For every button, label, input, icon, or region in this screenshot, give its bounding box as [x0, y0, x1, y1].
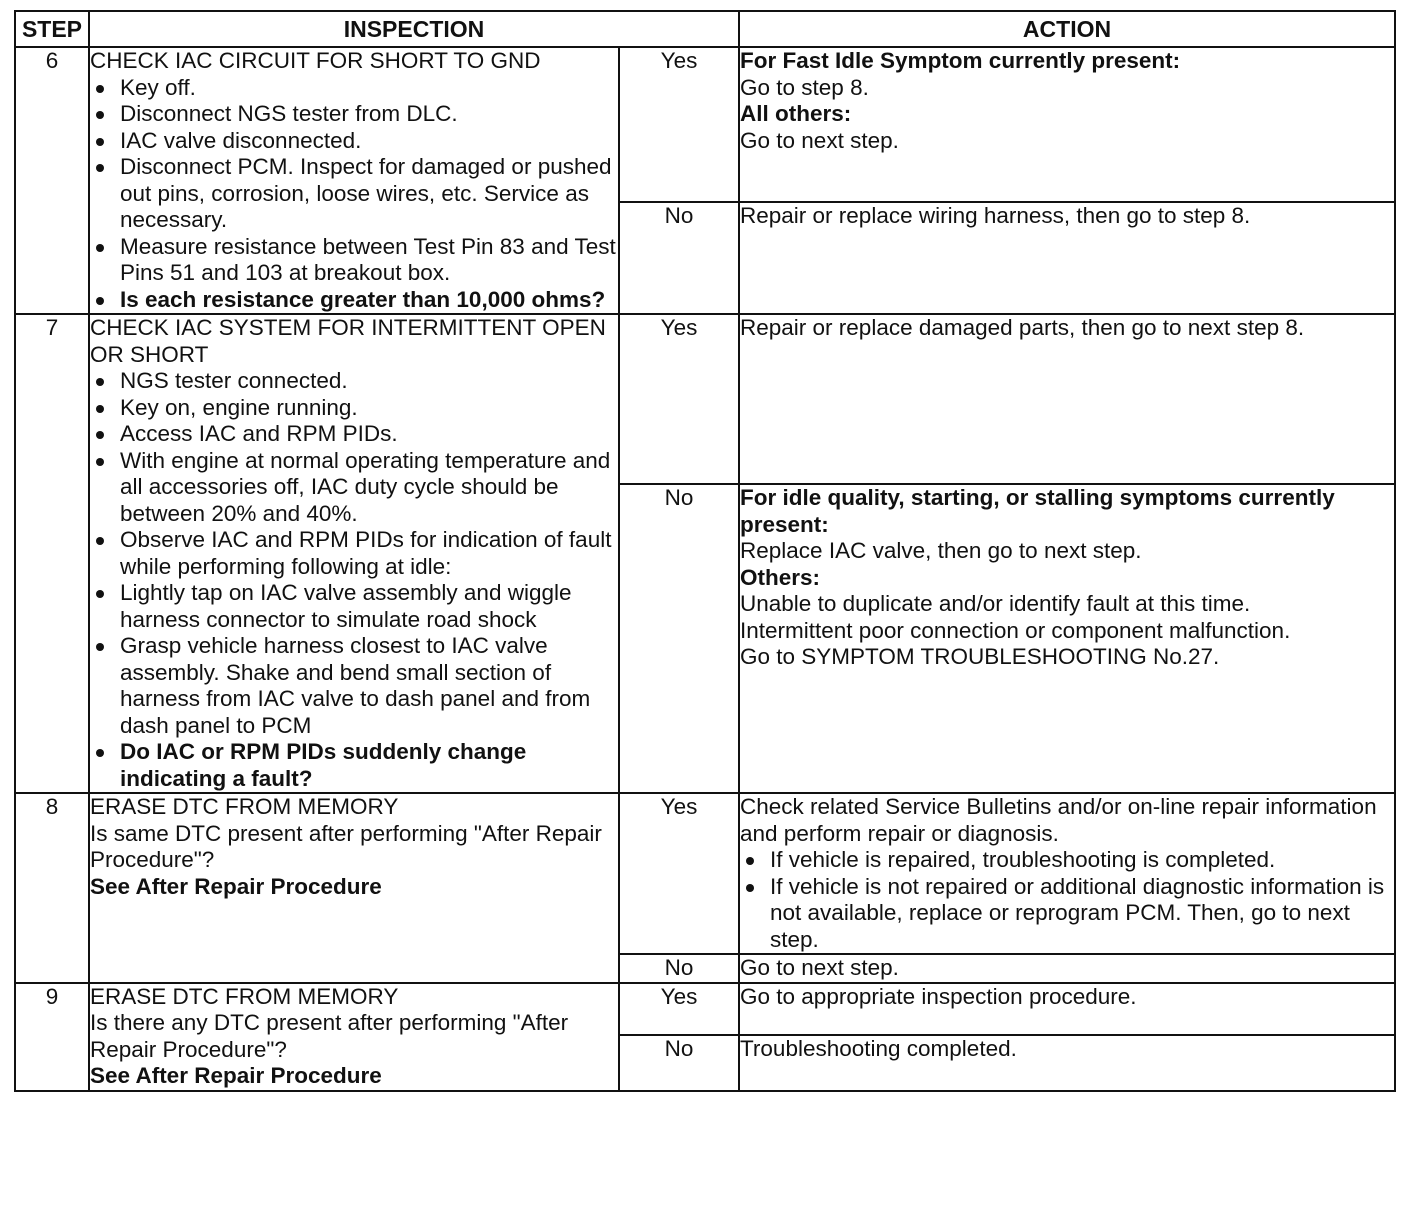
action-heading: For idle quality, starting, or stalling symptoms currently present: — [740, 485, 1335, 537]
answer-no: No — [619, 484, 739, 793]
table-row — [15, 793, 1395, 954]
action-bullets — [740, 847, 1394, 953]
bullet-icon — [96, 378, 104, 386]
action-text: Go to next step. — [740, 127, 899, 153]
list-item: If vehicle is not repaired or additional diagnostic information is not available, replace or reprogram PCM. Then, go to next step. — [740, 874, 1394, 954]
action-cell — [739, 793, 1395, 954]
action-cell — [739, 47, 1395, 202]
action-cell: Repair or replace damaged parts, then go to next step 8. — [739, 314, 1395, 484]
bullet-icon — [96, 749, 104, 757]
inspection-question: Is same DTC present after performing "After Repair Procedure"? — [90, 820, 602, 872]
action-text: Unable to duplicate and/or identify fault at this time. — [740, 591, 1251, 616]
table-row — [15, 47, 1395, 202]
action-text: Check related Service Bulletins and/or on-line repair information and perform repair or diagnosis. — [740, 794, 1377, 846]
list-item: IAC valve disconnected. — [90, 128, 618, 155]
table-row — [15, 983, 1395, 1035]
action-text: Intermittent poor connection or component malfunction. — [740, 617, 1291, 643]
answer-no: No — [619, 202, 739, 314]
action-text: Go to step 8. — [740, 74, 869, 100]
diagnostic-sheet — [14, 10, 1394, 1218]
bullet-icon — [96, 85, 104, 93]
inspection-title: ERASE DTC FROM MEMORY — [90, 983, 399, 1009]
bullet-icon — [96, 431, 104, 439]
step-number: 8 — [15, 793, 89, 983]
answer-no: No — [619, 954, 739, 983]
inspection-cell — [89, 793, 619, 983]
action-cell — [739, 484, 1395, 793]
action-cell: Go to appropriate inspection procedure. — [739, 983, 1395, 1035]
bullet-icon — [96, 297, 104, 305]
inspection-question: Is there any DTC present after performing "After Repair Procedure"? — [90, 1010, 569, 1062]
action-heading: Others: — [740, 564, 821, 590]
step-number: 7 — [15, 314, 89, 793]
inspection-cell — [89, 983, 619, 1091]
action-heading: All others: — [740, 101, 852, 126]
bullet-icon — [96, 164, 104, 172]
bullet-icon — [96, 537, 104, 545]
action-text: Replace IAC valve, then go to next step. — [740, 538, 1142, 563]
list-item-question: Do IAC or RPM PIDs suddenly change indicating a fault? — [90, 739, 618, 792]
list-item: NGS tester connected. — [90, 368, 618, 395]
action-heading: For Fast Idle Symptom currently present: — [740, 48, 1181, 73]
header-action: ACTION — [739, 11, 1395, 47]
inspection-bullets — [90, 75, 618, 314]
answer-yes: Yes — [619, 793, 739, 954]
step-number: 9 — [15, 983, 89, 1091]
action-cell: Troubleshooting completed. — [739, 1035, 1395, 1091]
bullet-icon — [96, 138, 104, 146]
header-inspection: INSPECTION — [89, 11, 739, 47]
list-item: Key off. — [90, 75, 618, 102]
action-cell: Go to next step. — [739, 954, 1395, 983]
list-item: Disconnect PCM. Inspect for damaged or pushed out pins, corrosion, loose wires, etc. Service as necessary. — [90, 154, 618, 234]
inspection-cell — [89, 314, 619, 793]
list-item: If vehicle is repaired, troubleshooting is completed. — [740, 847, 1394, 874]
inspection-title: CHECK IAC CIRCUIT FOR SHORT TO GND — [90, 48, 541, 73]
list-item: Observe IAC and RPM PIDs for indication of fault while performing following at idle: — [90, 527, 618, 580]
answer-no: No — [619, 1035, 739, 1091]
step-number: 6 — [15, 47, 89, 314]
answer-yes: Yes — [619, 47, 739, 202]
bullet-icon — [96, 111, 104, 119]
inspection-cell — [89, 47, 619, 314]
bullet-icon — [96, 405, 104, 413]
answer-yes: Yes — [619, 983, 739, 1035]
inspection-title: CHECK IAC SYSTEM FOR INTERMITTENT OPEN OR SHORT — [90, 315, 606, 367]
list-item: Measure resistance between Test Pin 83 and Test Pins 51 and 103 at breakout box. — [90, 234, 618, 287]
header-step: STEP — [15, 11, 89, 47]
bullet-icon — [96, 244, 104, 252]
list-item: With engine at normal operating temperature and all accessories off, IAC duty cycle should be between 20% and 40%. — [90, 448, 618, 528]
list-item: Key on, engine running. — [90, 395, 618, 422]
list-item: Grasp vehicle harness closest to IAC valve assembly. Shake and bend small section of harness from IAC valve to dash panel and from dash panel to PCM — [90, 633, 618, 739]
list-item-question: Is each resistance greater than 10,000 ohms? — [90, 287, 618, 314]
bullet-icon — [96, 643, 104, 651]
see-reference: See After Repair Procedure — [90, 873, 382, 899]
troubleshooting-table — [14, 10, 1396, 1092]
bullet-icon — [746, 857, 754, 865]
see-reference: See After Repair Procedure — [90, 1063, 382, 1088]
action-cell: Repair or replace wiring harness, then go to step 8. — [739, 202, 1395, 314]
bullet-icon — [96, 458, 104, 466]
table-row — [15, 314, 1395, 484]
list-item: Disconnect NGS tester from DLC. — [90, 101, 618, 128]
table-header-row — [15, 11, 1395, 47]
answer-yes: Yes — [619, 314, 739, 484]
list-item: Access IAC and RPM PIDs. — [90, 421, 618, 448]
bullet-icon — [96, 590, 104, 598]
action-text: Go to SYMPTOM TROUBLESHOOTING No.27. — [740, 644, 1220, 669]
inspection-title: ERASE DTC FROM MEMORY — [90, 794, 399, 819]
inspection-bullets — [90, 368, 618, 792]
list-item: Lightly tap on IAC valve assembly and wiggle harness connector to simulate road shock — [90, 580, 618, 633]
bullet-icon — [746, 884, 754, 892]
